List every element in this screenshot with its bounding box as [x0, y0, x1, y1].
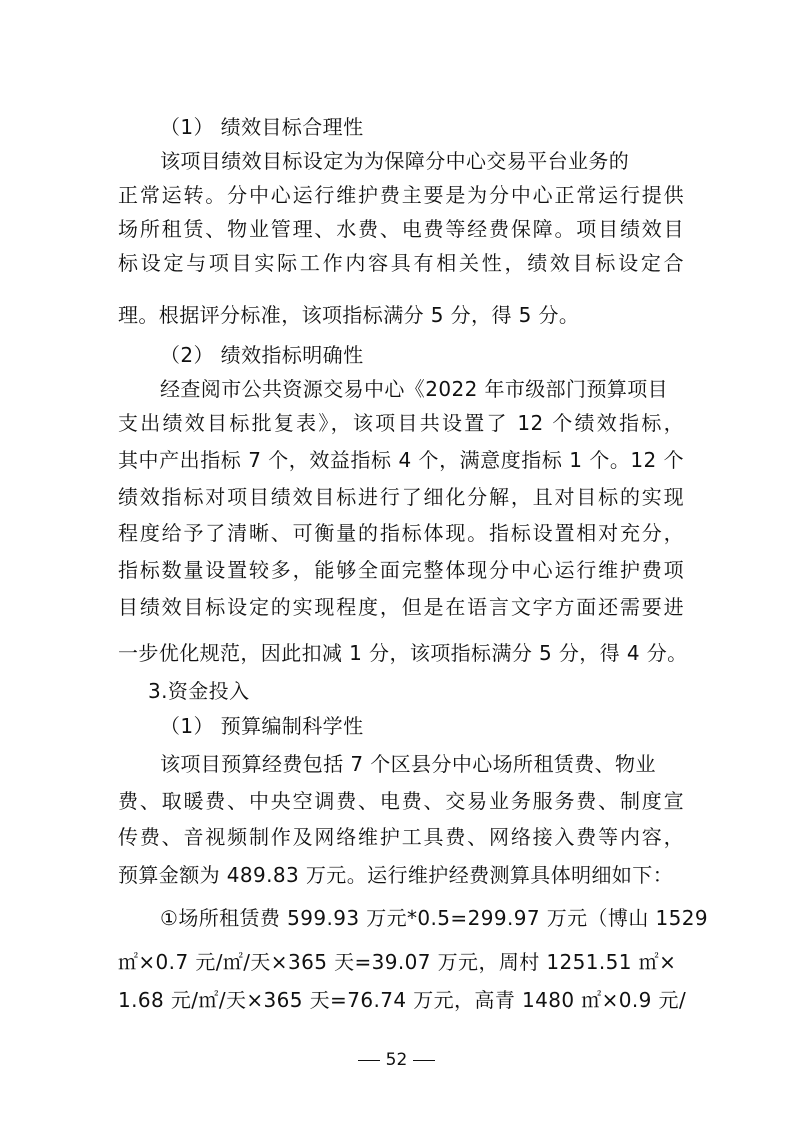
heading-performance-goal-rationality: （1） 绩效目标合理性	[160, 115, 364, 139]
page-number-left-dash	[358, 1060, 380, 1061]
page-number-value: 52	[385, 1050, 408, 1070]
paragraph-line: 指标数量设置较多，能够全面完整体现分中心运行维护费项	[118, 558, 684, 582]
paragraph-line: 场所租赁、物业管理、水费、电费等经费保障。项目绩效目	[118, 217, 684, 241]
heading-performance-indicator-clarity: （2） 绩效指标明确性	[160, 343, 364, 367]
heading-fund-input: 3.资金投入	[148, 679, 250, 703]
paragraph-line: 标设定与项目实际工作内容具有相关性，绩效目标设定合	[118, 251, 684, 275]
paragraph-line: 目绩效目标设定的实现程度，但是在语言文字方面还需要进	[118, 595, 684, 619]
paragraph-line: 支出绩效目标批复表》，该项目共设置了 12 个绩效指标，	[118, 411, 684, 435]
paragraph-line: ①场所租赁费 599.93 万元*0.5=299.97 万元（博山 1529	[160, 906, 708, 930]
paragraph-line: 绩效指标对项目绩效目标进行了细化分解，且对目标的实现	[118, 485, 684, 509]
paragraph-line: 传费、音视频制作及网络维护工具费、网络接入费等内容，	[118, 825, 684, 849]
heading-budget-scientificity: （1） 预算编制科学性	[160, 714, 364, 738]
paragraph-line: 程度给予了清晰、可衡量的指标体现。指标设置相对充分，	[118, 521, 684, 545]
paragraph-line: 理。根据评分标准，该项指标满分 5 分，得 5 分。	[118, 303, 580, 327]
paragraph-line: 正常运转。分中心运行维护费主要是为分中心正常运行提供	[118, 183, 684, 207]
paragraph-line: 该项目预算经费包括 7 个区县分中心场所租赁费、物业	[160, 752, 656, 776]
paragraph-line: 费、取暖费、中央空调费、电费、交易业务服务费、制度宣	[118, 789, 684, 813]
paragraph-line: ㎡×0.7 元/㎡/天×365 天=39.07 万元，周村 1251.51 ㎡×	[118, 950, 677, 974]
paragraph-line: 预算金额为 489.83 万元。运行维护经费测算具体明细如下：	[118, 863, 674, 887]
page-number-right-dash	[413, 1060, 435, 1061]
paragraph-line: 1.68 元/㎡/天×365 天=76.74 万元，高青 1480 ㎡×0.9 元/	[118, 988, 687, 1012]
page-number	[0, 1048, 793, 1072]
paragraph-line: 经查阅市公共资源交易中心《2022 年市级部门预算项目	[160, 377, 669, 401]
paragraph-line: 一步优化规范，因此扣减 1 分，该项指标满分 5 分，得 4 分。	[118, 641, 688, 665]
paragraph-line: 其中产出指标 7 个，效益指标 4 个，满意度指标 1 个。12 个	[118, 448, 684, 472]
paragraph-line: 该项目绩效目标设定为为保障分中心交易平台业务的	[160, 149, 630, 173]
